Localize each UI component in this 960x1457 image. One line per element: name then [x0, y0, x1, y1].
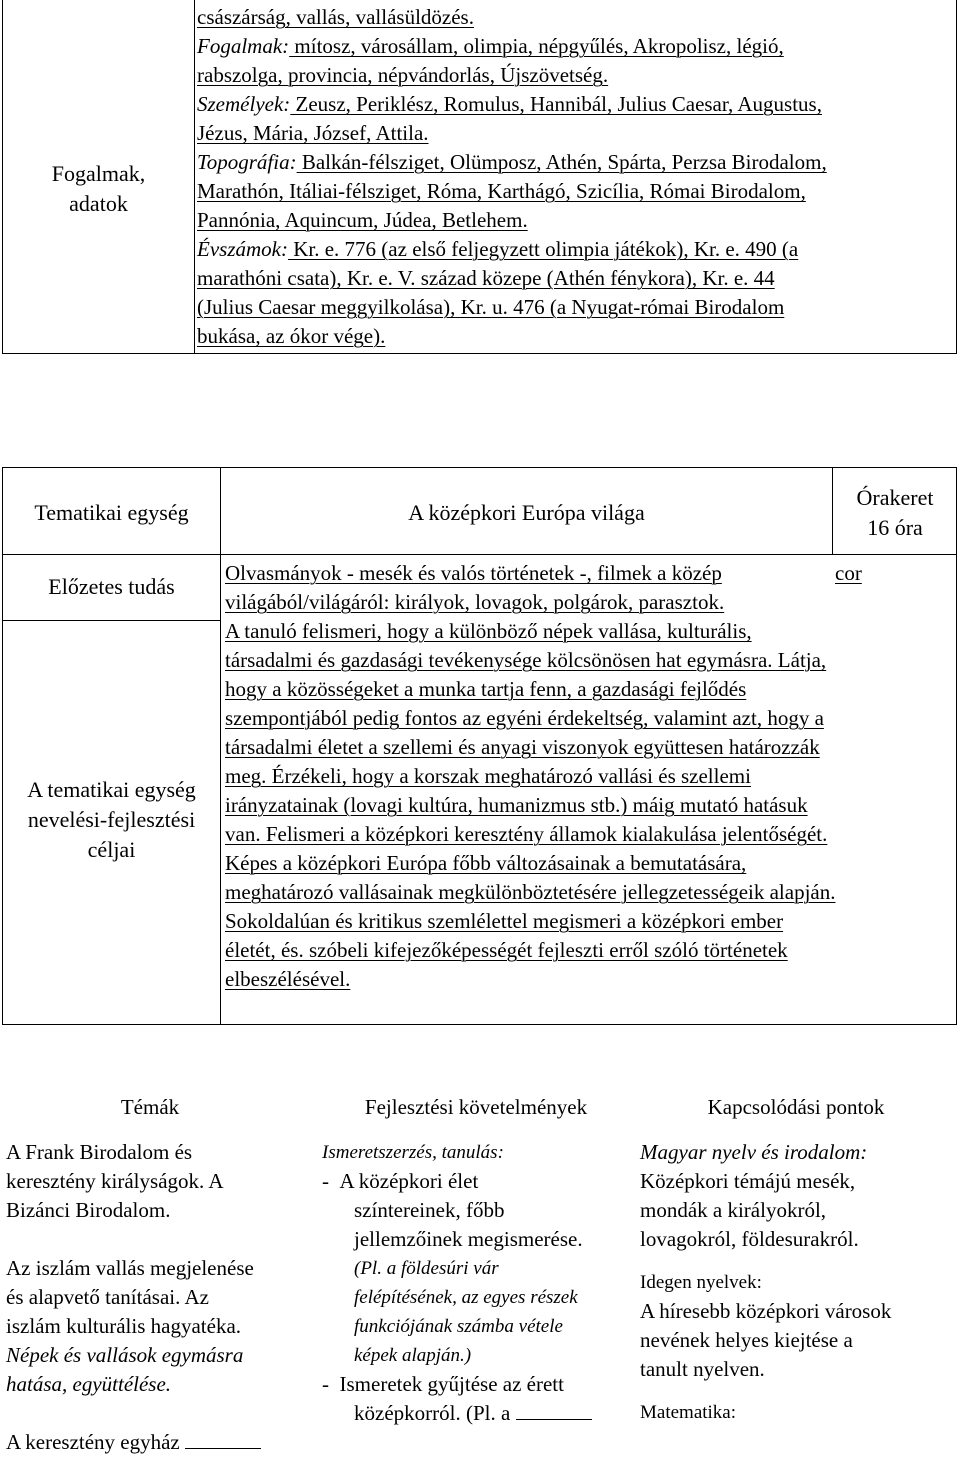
prior-knowledge-line1: Olvasmányok - mesék és valós történetek -, filmek a közép: [225, 561, 722, 585]
topics-header: Témák: [120, 1095, 180, 1119]
topics-line: keresztény királyságok. A: [6, 1169, 224, 1193]
szemelyek-text-cont: Jézus, Mária, József, Attila.: [197, 121, 429, 145]
goals-line: szempontjából pedig fontos az egyéni érdekeltség, valamint azt, hogy a: [225, 706, 824, 730]
connections-line: nevének helyes kiejtése a: [640, 1328, 853, 1352]
evszamok-text-cont: bukása, az ókor vége).: [197, 324, 386, 348]
goals-line: A tanuló felismeri, hogy a különböző népek vallása, kulturális,: [225, 619, 752, 643]
hungarian-label: Magyar nyelv és irodalom:: [640, 1140, 868, 1164]
connections-header: Kapcsolódási pontok: [707, 1095, 885, 1119]
goals-line: hogy a közösségeket a munka tartja fenn, a gazdasági fejlődés: [225, 677, 747, 701]
goals-label: [3, 775, 220, 865]
goals-line: Képes a középkori Európa főbb változásainak a bemutatására,: [225, 851, 747, 875]
connections-line: A híresebb középkori városok: [640, 1299, 892, 1323]
prior-knowledge-line: [225, 559, 945, 588]
szemelyek-label: Személyek:: [197, 92, 291, 116]
fogalmak-label: Fogalmak:: [197, 34, 290, 58]
math-label: Matematika:: [640, 1402, 737, 1423]
goals-line: Sokoldalúan és kritikus szemlélettel megismeri a középkori ember: [225, 909, 784, 933]
topics-line: Az iszlám vallás megjelenése: [6, 1256, 254, 1280]
topografia-label: Topográfia:: [197, 150, 297, 174]
evszamok-label: Évszámok:: [197, 237, 288, 261]
goals-line: van. Felismeri a középkori keresztény államok kialakulása jelentőségét.: [225, 822, 828, 846]
requirements-italic-line: képek alapján.): [354, 1345, 472, 1366]
topics-line-with-blank: [6, 1428, 316, 1457]
topics-line: hatása, együttélése.: [6, 1372, 172, 1396]
goals-line: meg. Érzékeli, hogy a korszak meghatározó vallási és szellemi: [225, 764, 751, 788]
row-divider: [3, 620, 221, 621]
prior-knowledge-line2: világából/világáról: királyok, lovagok, polgárok, parasztok.: [225, 590, 725, 614]
evszamok-row: [197, 235, 947, 264]
concepts-body: [197, 3, 947, 351]
szemelyek-row: [197, 90, 947, 119]
requirements-heading: Ismeretszerzés, tanulás:: [322, 1142, 504, 1163]
column-divider: [194, 0, 195, 353]
unit-title: A középkori Európa világa: [408, 500, 645, 525]
topics-line: iszlám kulturális hagyatéka.: [6, 1314, 242, 1338]
fogalmak-row: [197, 32, 947, 61]
goals-text: [225, 617, 955, 994]
fogalmak-text-cont: rabszolga, provincia, népvándorlás, Újszövetség.: [197, 63, 609, 87]
requirements-header: Fejlesztési követelmények: [364, 1095, 588, 1119]
evszamok-text: Kr. e. 776 (az első feljegyzett olimpia játékok), Kr. e. 490 (a: [287, 237, 799, 261]
column-divider: [220, 468, 221, 1024]
connections-line: mondák a királyokról,: [640, 1198, 827, 1222]
hours-value: 16 óra: [867, 515, 923, 540]
concepts-label-line2: adatok: [69, 191, 128, 216]
topics-line: és alapvető tanításai. Az: [6, 1285, 209, 1309]
requirements-line-with-blank: [322, 1399, 642, 1428]
topografia-text-cont: Pannónia, Aquincum, Júdea, Betlehem.: [197, 208, 528, 232]
thematic-unit-table: [2, 467, 957, 1025]
requirements-item1: [322, 1167, 642, 1196]
concepts-line: császárság, vallás, vallásüldözés.: [197, 5, 474, 29]
requirements-line: A középkori élet: [339, 1169, 479, 1193]
concepts-label: [3, 159, 194, 219]
topics-column: [6, 1138, 316, 1457]
goals-label-line2: nevelési-fejlesztési: [27, 807, 196, 832]
topografia-text: Balkán-félsziget, Olümposz, Athén, Spárta, Perzsa Birodalom,: [296, 150, 827, 174]
fogalmak-text: mítosz, városállam, olimpia, népgyűlés, Akropolisz, légió,: [289, 34, 784, 58]
foreign-languages-label: Idegen nyelvek:: [640, 1272, 762, 1293]
connections-line: lovagokról, földesurakról.: [640, 1227, 859, 1251]
requirements-item2: [322, 1370, 642, 1399]
requirements-line: középkorról. (Pl. a: [354, 1401, 511, 1425]
blank-line: [185, 1430, 261, 1449]
requirements-line: Ismeretek gyűjtése az érett: [339, 1372, 564, 1396]
prior-knowledge-label: Előzetes tudás: [48, 574, 175, 599]
connections-column: [640, 1138, 955, 1427]
connections-line: Középkori témájú mesék,: [640, 1169, 856, 1193]
topografia-row: [197, 148, 947, 177]
prior-knowledge-text: [225, 559, 945, 617]
goals-line: társadalmi életet a szellemi és anyagi viszonyok együttesen határozzák: [225, 735, 820, 759]
blank-line: [516, 1401, 592, 1420]
requirements-column: [322, 1138, 642, 1428]
hours-frame: [833, 483, 957, 543]
requirements-italic-line: felépítésének, az egyes részek: [354, 1287, 578, 1308]
hours-label: Órakeret: [856, 485, 934, 510]
goals-line: életét, és. szóbeli kifejezőképességét fejleszti erről szóló történetek: [225, 938, 788, 962]
concepts-label-line1: Fogalmak,: [51, 161, 146, 186]
topics-line: Népek és vallások egymásra: [6, 1343, 244, 1367]
goals-line: elbeszélésével.: [225, 967, 351, 991]
row-divider: [3, 554, 956, 555]
requirements-italic-line: funkciójának számba vétele: [354, 1316, 563, 1337]
requirements-line: jellemzőinek megismerése.: [354, 1227, 583, 1251]
dash: -: [322, 1372, 329, 1396]
goals-line: társadalmi és gazdasági tevékenysége kölcsönösen hat egymásra. Látja,: [225, 648, 827, 672]
requirements-line: színtereinek, főbb: [354, 1198, 505, 1222]
goals-label-line3: céljai: [87, 837, 136, 862]
concepts-table: [2, 0, 957, 354]
topics-line: A Frank Birodalom és: [6, 1140, 193, 1164]
goals-line: meghatározó vallásainak megkülönböztetésére jellegzetességeik alapján.: [225, 880, 836, 904]
evszamok-text-cont: marathóni csata), Kr. e. V. század közepe (Athén fénykora), Kr. e. 44: [197, 266, 775, 290]
szemelyek-text: Zeusz, Periklész, Romulus, Hannibál, Julius Caesar, Augustus,: [290, 92, 822, 116]
requirements-italic-line: (Pl. a földesúri vár: [354, 1258, 499, 1279]
goals-line: irányzatainak (lovagi kultúra, humanizmus stb.) máig mutató hatásuk: [225, 793, 808, 817]
prior-knowledge-cor: cor: [835, 561, 862, 585]
goals-label-line1: A tematikai egység: [27, 777, 196, 802]
topics-line: Bizánci Birodalom.: [6, 1198, 171, 1222]
dash: -: [322, 1169, 329, 1193]
connections-line: tanult nyelven.: [640, 1357, 765, 1381]
topografia-text-cont: Marathón, Itáliai-félsziget, Róma, Karthágó, Szicília, Római Birodalom,: [197, 179, 806, 203]
thematic-unit-label: Tematikai egység: [34, 500, 189, 525]
topics-line: A keresztény egyház: [6, 1430, 180, 1454]
evszamok-text-cont: (Julius Caesar meggyilkolása), Kr. u. 476 (a Nyugat-római Birodalom: [197, 295, 785, 319]
